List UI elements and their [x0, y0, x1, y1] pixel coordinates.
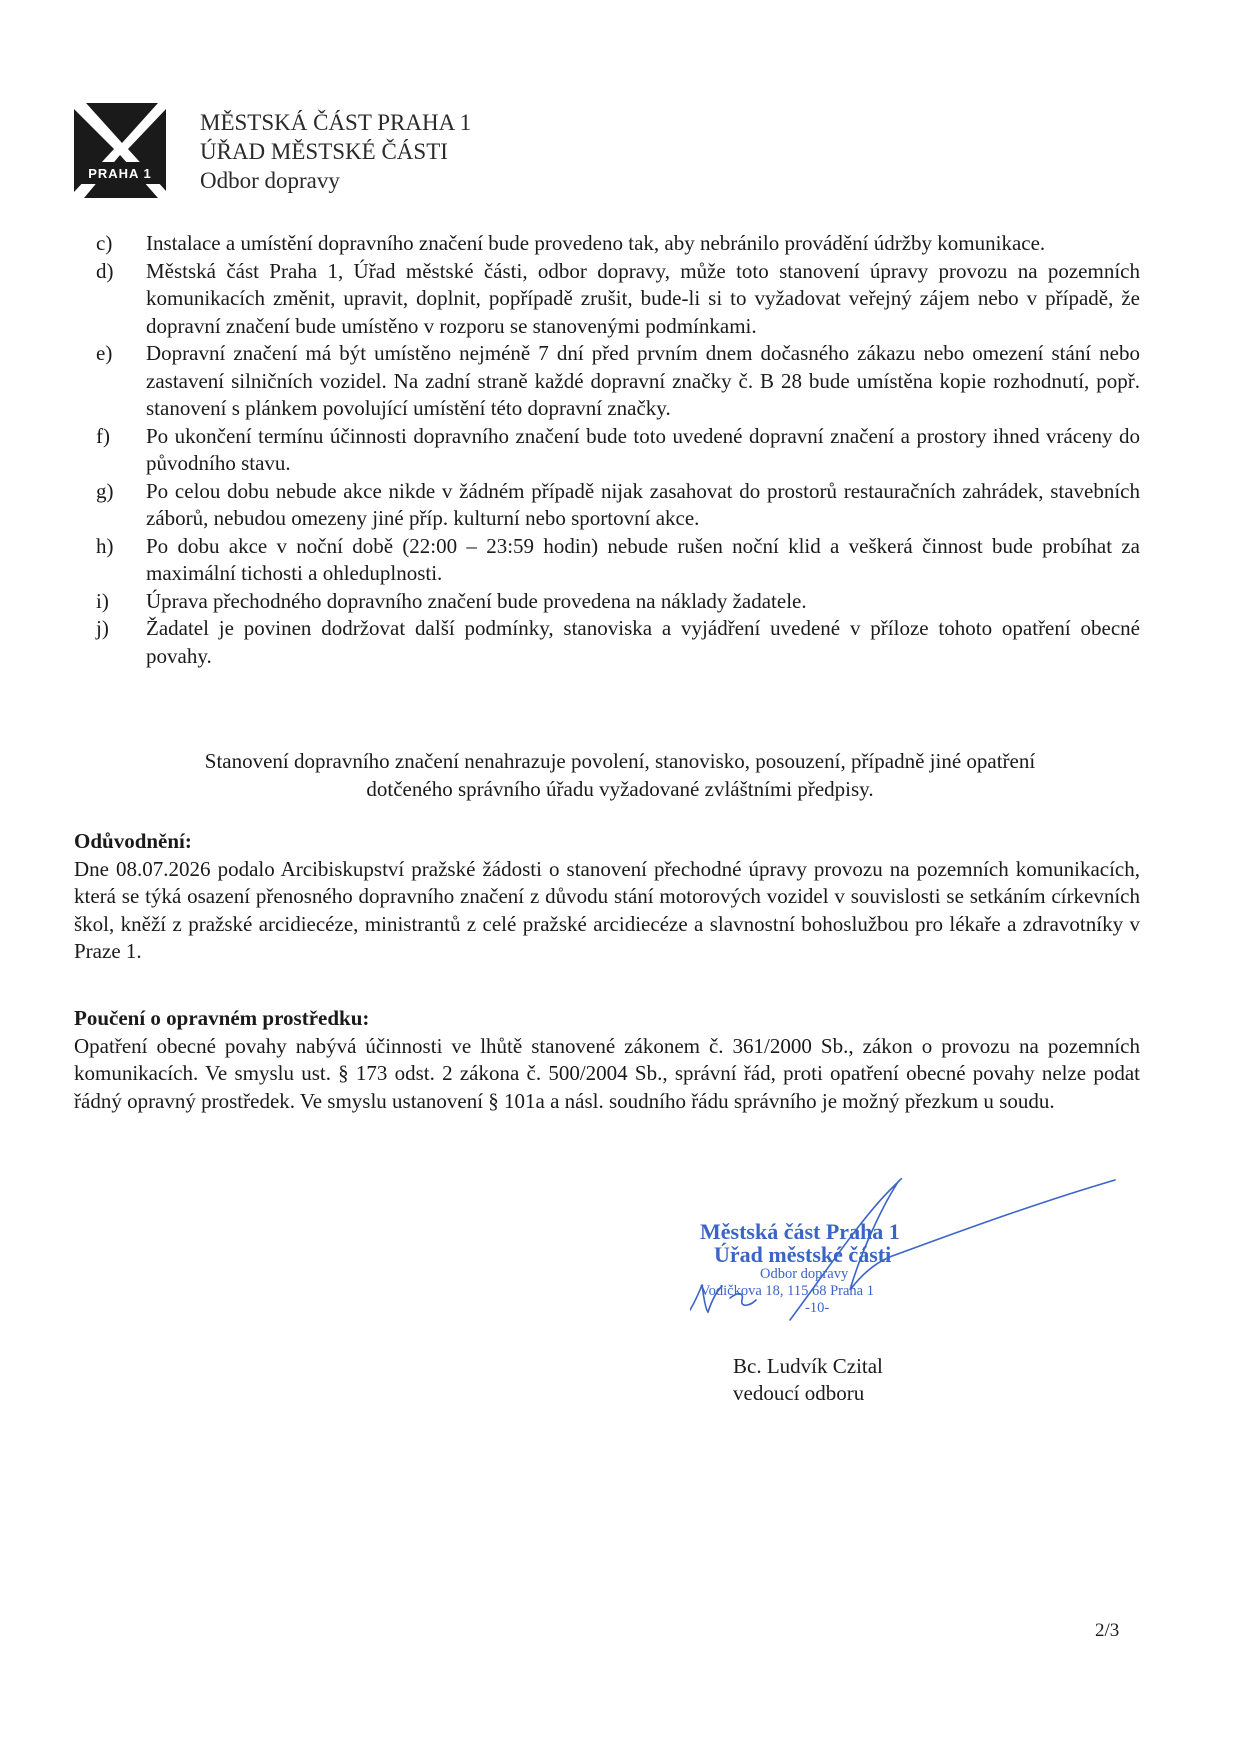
condition-label: i): [96, 588, 109, 613]
condition-label: g): [96, 478, 114, 503]
org-line-1: MĚSTSKÁ ČÁST PRAHA 1: [200, 110, 472, 135]
condition-text: Po celou dobu nebude akce nikde v žádném případě nijak zasahovat do prostorů restauračních zahrádek, stavebních záborů, nebudou omezeny jiné příp. kulturní nebo sportovní akce.: [146, 478, 1140, 530]
condition-text: Po dobu akce v noční době (22:00 – 23:59 hodin) nebude rušen noční klid a veškerá činnost bude probíhat za maximální tichosti a ohleduplnosti.: [146, 533, 1140, 585]
condition-item: [96, 588, 1140, 616]
stamp-line-5: -10-: [805, 1300, 830, 1316]
condition-item: [96, 478, 1140, 533]
condition-label: j): [96, 616, 109, 640]
condition-text: Městská část Praha 1, Úřad městské části, odbor dopravy, může toto stanovení úpravy provozu na pozemních komunikacích změnit, upravit, doplnit, popřípadě zrušit, bude-li si to vyžadovat veřejný zájem nebo v případě, že dopravní značení bude umístěno v rozporu se stanovenými podmínkami.: [146, 258, 1140, 338]
condition-label: c): [96, 231, 113, 255]
page-number: 2/3: [1095, 1620, 1120, 1641]
notice-line-1: Stanovení dopravního značení nenahrazuje povolení, stanovisko, posouzení, případně jiné opatření: [204, 749, 1036, 773]
signer-role: vedoucí odboru: [733, 1381, 865, 1405]
org-line-2: ÚŘAD MĚSTSKÉ ČÁSTI: [200, 139, 448, 164]
handwritten-signature: [690, 1160, 1120, 1330]
condition-label: h): [96, 533, 114, 558]
condition-text: Po ukončení termínu účinnosti dopravního značení bude toto uvedené dopravní značení a prostory ihned vráceny do původního stavu.: [146, 423, 1140, 475]
reasoning-section: [74, 828, 1140, 966]
organization-header: [200, 108, 471, 195]
conditions-list: [96, 230, 1140, 670]
condition-label: e): [96, 341, 113, 365]
reasoning-body: Dne 08.07.2026 podalo Arcibiskupství pražské žádosti o stanovení přechodné úpravy provozu na pozemních komunikacích, která se týká osazení přenosného dopravního značení z důvodu stání motorových vozidel v souvislosti se setkáním církevních škol, kněží z pražské arcidiecéze, ministrantů z celé pražské arcidiecéze a slavnostní bohoslužbou pro lékaře a zdravotníky v Praze 1.: [74, 856, 1140, 963]
stamp-line-3: Odbor dopravy: [760, 1266, 849, 1282]
logo-text: PRAHA 1: [88, 166, 152, 181]
condition-label: f): [96, 423, 110, 448]
signer-block: [733, 1353, 883, 1407]
condition-item: [96, 230, 1140, 258]
signer-name: Bc. Ludvík Czital: [733, 1354, 883, 1378]
reasoning-title: Odůvodnění:: [74, 829, 192, 853]
notice-paragraph: [100, 747, 1140, 803]
condition-text: Instalace a umístění dopravního značení bude provedeno tak, aby nebránilo provádění údržby komunikace.: [146, 231, 1046, 255]
condition-item: [96, 258, 1140, 341]
notice-line-2: dotčeného správního úřadu vyžadované zvláštními předpisy.: [366, 777, 874, 801]
condition-text: Úprava přechodného dopravního značení bude provedena na náklady žadatele.: [146, 588, 807, 613]
condition-label: d): [96, 258, 114, 283]
praha1-logo: [74, 103, 166, 198]
condition-item: [96, 340, 1140, 423]
condition-item: [96, 533, 1140, 588]
condition-text: Dopravní značení má být umístěno nejméně 7 dní před prvním dnem dočasného zákazu nebo omezení stání nebo zastavení silničních vozidel. Na zadní straně každé dopravní značky č. B 28 bude umístěna kopie rozhodnutí, popř. stanovení s plánkem povolující umístění této dopravní značky.: [146, 341, 1140, 420]
org-line-3: Odbor dopravy: [200, 168, 340, 193]
condition-item: [96, 615, 1140, 670]
remedy-body: Opatření obecné povahy nabývá účinnosti ve lhůtě stanovené zákonem č. 361/2000 Sb., zákon o provozu na pozemních komunikacích. Ve smyslu ust. § 173 odst. 2 zákona č. 500/2004 Sb., správní řád, proti opatření obecné povahy nelze podat řádný opravný prostředek. Ve smyslu ustanovení § 101a a násl. soudního řádu správního je možný přezkum u soudu.: [74, 1033, 1140, 1113]
condition-item: [96, 423, 1140, 478]
remedy-section: [74, 1005, 1140, 1115]
condition-text: Žadatel je povinen dodržovat další podmínky, stanoviska a vyjádření uvedené v příloze tohoto opatření obecné povahy.: [146, 616, 1140, 668]
stamp-line-1: Městská část Praha 1: [700, 1219, 900, 1244]
stamp-line-2: Úřad městské části: [714, 1242, 892, 1267]
remedy-title: Poučení o opravném prostředku:: [74, 1006, 370, 1030]
stamp-line-4: Vodičkova 18, 115 68 Praha 1: [700, 1283, 874, 1299]
